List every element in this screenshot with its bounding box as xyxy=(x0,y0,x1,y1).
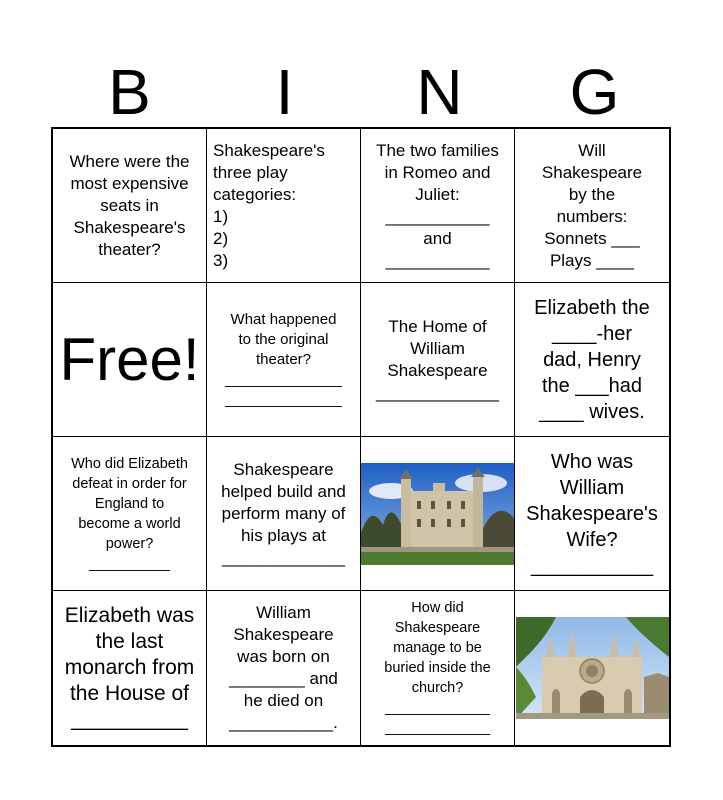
cell-text: The two families in Romeo and Juliet: ___________ and ___________ xyxy=(376,140,499,270)
bingo-cell-r3c3[interactable] xyxy=(361,437,515,591)
bingo-cell-r2c4[interactable] xyxy=(515,283,669,437)
cell-text: Elizabeth was the last monarch from the House of __________ xyxy=(64,604,195,731)
header-letter-i: I xyxy=(275,56,294,128)
bingo-cell-free[interactable] xyxy=(53,283,207,437)
bingo-grid xyxy=(51,127,671,747)
header-letter-b: B xyxy=(108,56,151,128)
bingo-cell-r4c2[interactable] xyxy=(207,591,361,745)
bingo-cell-r1c1[interactable] xyxy=(53,129,207,283)
cell-text: Where were the most expensive seats in Shakespeare's theater? xyxy=(69,151,190,259)
cell-text: Elizabeth the ____-her dad, Henry the ___had ____ wives. xyxy=(534,296,650,423)
header-letter-g: G xyxy=(569,56,620,128)
westminster-abbey-photo xyxy=(516,617,669,719)
cell-text: William Shakespeare was born on ________ and he died on ___________. xyxy=(229,603,338,732)
cell-text: Will Shakespeare by the numbers: Sonnets ___ Plays ____ xyxy=(541,140,643,270)
cell-text: What happened to the original theater? ______________ ______________ xyxy=(225,310,342,408)
tower-of-london-photo xyxy=(361,463,514,565)
bingo-header xyxy=(52,56,672,128)
bingo-cell-r4c4[interactable] xyxy=(515,591,669,745)
free-space-text: Free! xyxy=(59,325,200,393)
header-letter-n: N xyxy=(416,56,463,128)
bingo-cell-r2c2[interactable] xyxy=(207,283,361,437)
cell-text: Who did Elizabeth defeat in order for England to become a world power? __________ xyxy=(71,455,188,572)
bingo-cell-r2c3[interactable] xyxy=(361,283,515,437)
cell-text: Who was William Shakespeare's Wife? ___________ xyxy=(526,450,658,577)
bingo-cell-r3c4[interactable] xyxy=(515,437,669,591)
bingo-cell-r3c2[interactable] xyxy=(207,437,361,591)
bingo-cell-r1c3[interactable] xyxy=(361,129,515,283)
bingo-cell-r4c3[interactable] xyxy=(361,591,515,745)
cell-text: The Home of William Shakespeare _____________ xyxy=(376,316,499,402)
cell-text: How did Shakespeare manage to be buried inside the church? _____________ _____________ xyxy=(384,600,491,736)
cell-text: Shakespeare's three play categories: 1) 2) 3) xyxy=(213,140,325,270)
bingo-cell-r1c2[interactable] xyxy=(207,129,361,283)
bingo-cell-r1c4[interactable] xyxy=(515,129,669,283)
bingo-cell-r3c1[interactable] xyxy=(53,437,207,591)
bingo-cell-r4c1[interactable] xyxy=(53,591,207,745)
cell-text: Shakespeare helped build and perform many of his plays at _____________ xyxy=(221,459,346,567)
